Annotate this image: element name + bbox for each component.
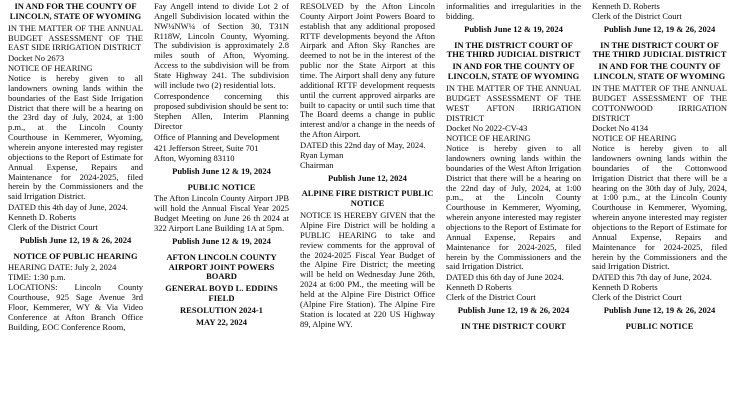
notice-paragraph: Notice is hereby given to all landowners owning lands within the boundaries of the Cottonwood Irrigation District that there will be a hearing on the 30th day of July, 2024, at 1:00 p.m., at the Lincoln County Courthouse in Kemmerer, Wyoming, wherein anyone interested may register objections to the Report of Estimate for Annual Expense, Repairs and Maintenance for 2024-2025, filed herein by the Commissioners and the said Irrigation District.	[592, 143, 727, 272]
notice-line: Docket No 2022-CV-43	[446, 123, 528, 134]
notice-line: NOTICE OF HEARING	[8, 63, 93, 74]
publish-line: Publish June 12, 19 & 26, 2024	[603, 304, 716, 315]
notice-heading: AFTON LINCOLN COUNTY AIRPORT JOINT POWERS BOARD	[166, 251, 277, 282]
notice-line: Docket No 2673	[8, 53, 65, 64]
notice-paragraph: Office of Planning and Development	[154, 132, 280, 143]
notice-line: TIME: 1:30 p.m.	[8, 272, 66, 283]
notice-line: DATED this 6th day of June 2024.	[446, 272, 564, 283]
publish-line: Publish June 12, 19 & 26, 2024	[19, 234, 132, 245]
notice-line: Kenneth D Roberts	[446, 282, 512, 293]
notice-heading: RESOLUTION 2024-1	[180, 305, 263, 316]
publish-line: Publish June 12, 2024	[328, 172, 407, 183]
publish-line: Publish June 12 & 19, 2024	[172, 235, 271, 246]
notice-heading: IN AND FOR THE COUNTY OF LINCOLN, STATE OF WYOMING	[593, 61, 726, 82]
notice-paragraph: LOCATIONS: Lincoln County Courthouse, 925 Sage Avenue 3rd Floor, Kemmerer, WY & Via Video Conference at Afton Branch Office Building, EOC Conference Room,	[8, 282, 143, 332]
publish-line: Publish June 12, 19 & 26, 2024	[457, 304, 570, 315]
notice-line: Afton, Wyoming 83110	[154, 152, 235, 163]
notice-heading: NOTICE OF PUBLIC HEARING	[13, 250, 138, 261]
notice-paragraph: Fay Angell intend to divide Lot 2 of Angell Subdivision located within the NW¼NW¼ of Section 30, T31N R118W, Lincoln County, Wyoming. The subdivision is approximately 2.8 miles south of Afton, Wyoming. Access to the subdivision will be from State Highway 241. The subdivision will include two (2) residential lots.	[154, 2, 289, 90]
notice-heading: IN THE DISTRICT COURT OF THE THIRD JUDICIAL DISTRICT	[446, 39, 581, 60]
notices-columns	[8, 2, 727, 398]
notice-column-1	[8, 2, 143, 398]
publish-line: Publish June 12 & 19, 2024	[172, 165, 271, 176]
notice-column-3	[300, 2, 435, 398]
notice-line: Clerk of the District Court	[8, 221, 98, 232]
notice-paragraph: NOTICE IS HEREBY GIVEN that the Alpine Fire District will be holding a PUBLIC HEARING to take and review comments for the approval of the 2024-2025 Fiscal Year Budget of the Alpine Fire District; the meeting will be held on Wednesday June 26th, 2024 at 6:00 PM., the meeting will be held at the Alpine Fire District Office (Alpine Fire Station). The Alpine Fire Station is located at 220 US Highway 89, Alpine WY.	[300, 210, 435, 329]
notice-line: Kenneth D Roberts	[592, 282, 658, 293]
notice-column-2	[154, 2, 289, 398]
notice-paragraph: Stephen Allen, Interim Planning Director	[154, 111, 289, 132]
notice-line: Docket No 4134	[592, 123, 649, 134]
notice-line: Clerk of the District Court	[592, 10, 682, 21]
notice-heading: GENERAL BOYD L. EDDINS FIELD	[165, 283, 278, 304]
notice-paragraph: IN THE MATTER OF THE ANNUAL BUDGET ASSESSMENT OF THE WEST AFTON IRRIGATION DISTRICT	[446, 83, 581, 123]
notice-line: Chairman	[300, 159, 334, 170]
notice-paragraph: IN THE MATTER OF THE ANNUAL BUDGET ASSESSMENT OF THE COTTONWOOD IRRIGATION DISTRICT	[592, 83, 727, 123]
notice-paragraph: IN THE MATTER OF THE ANNUAL BUDGET ASSESSMENT OF THE EAST SIDE IRRIGATION DISTRICT	[8, 22, 143, 53]
notice-heading: MAY 22, 2024	[195, 316, 248, 327]
notice-line: 421 Jefferson Street, Suite 701	[154, 143, 259, 154]
notice-line: DATED this 22nd day of May, 2024.	[300, 140, 426, 151]
notice-paragraph: informalities and irregularities in the bidding.	[446, 2, 581, 21]
notice-column-5	[592, 2, 727, 398]
notice-paragraph: Notice is hereby given to all landowners owning lands within the boundaries of the East Side Irrigation District that there will be a hearing on the 23rd day of July, 2024, at 1:00 p.m., at the Lincoln County Courthouse in Kemmerer, Wyoming, wherein anyone interested may register objections to the Report of Estimate for Annual Expense, Repairs and Maintenance for 2024-2025, filed herein by the Commissioners and the said Irrigation District.	[8, 73, 143, 202]
notice-paragraph: RESOLVED by the Afton Lincoln County Airport Joint Powers Board to establish that any additional proposed RTTF developments beyond the Afton Airpark and Afton Sky Ranches are deemed to not be in the interest of the public nor the State Airport at this time. The Airport shall deny any future additional RTTF development requests until the current approved airparks are built to capacity or until such time that The Board deems a change in public interest and/or a change in the needs of the Afton Airport.	[300, 2, 435, 140]
notice-heading: IN AND FOR THE COUNTY OF LINCOLN, STATE OF WYOMING	[447, 61, 580, 82]
notice-heading: IN THE DISTRICT COURT	[461, 320, 566, 331]
notice-paragraph: The Afton Lincoln County Airport JPB will hold the Annual Fiscal Year 2025 Budget Meeting on June 26 th 2024 at 322 Airport Lane Building 1A at 5pm.	[154, 193, 289, 234]
notice-heading: IN THE DISTRICT COURT OF THE THIRD JUDICIAL DISTRICT	[592, 39, 727, 60]
publish-line: Publish June 12, 19 & 26, 2024	[603, 23, 716, 34]
notice-line: Clerk of the District Court	[592, 292, 682, 303]
notice-line: HEARING DATE: July 2, 2024	[8, 262, 117, 273]
notice-column-4	[446, 2, 581, 398]
notice-heading: PUBLIC NOTICE	[625, 320, 694, 331]
notice-paragraph: Correspondence concerning this proposed subdivision should be sent to:	[154, 90, 289, 111]
notice-line: Clerk of the District Court	[446, 292, 536, 303]
notice-line: Ryan Lyman	[300, 149, 344, 160]
notice-heading: PUBLIC NOTICE	[187, 181, 256, 192]
notice-line: DATED this 7th day of June, 2024.	[592, 272, 712, 283]
notice-heading: ALPINE FIRE DISTRICT PUBLIC NOTICE	[301, 188, 434, 209]
notice-line: Kenneth D. Roberts	[592, 2, 660, 11]
notice-line: DATED this 4th day of June, 2024.	[8, 202, 128, 213]
notice-paragraph: Notice is hereby given to all landowners owning lands within the boundaries of the West Afton Irrigation District that there will be a hearing on the 22nd day of July, 2024, at 1:00 p.m., at the Lincoln County Courthouse in Kemmerer, Wyoming, wherein anyone interested may register objections to the Report of Estimate for Annual Expense, Repairs and Maintenance for 2024-2025, filed herein by the Commissioners and the said Irrigation District.	[446, 143, 581, 272]
notice-line: NOTICE OF HEARING	[592, 133, 677, 144]
publish-line: Publish June 12 & 19, 2024	[464, 23, 563, 34]
notice-line: NOTICE OF HEARING	[446, 133, 531, 144]
notice-heading: IN AND FOR THE COUNTY OF LINCOLN, STATE OF WYOMING	[9, 2, 142, 21]
notice-line: Kenneth D. Roberts	[8, 212, 76, 223]
